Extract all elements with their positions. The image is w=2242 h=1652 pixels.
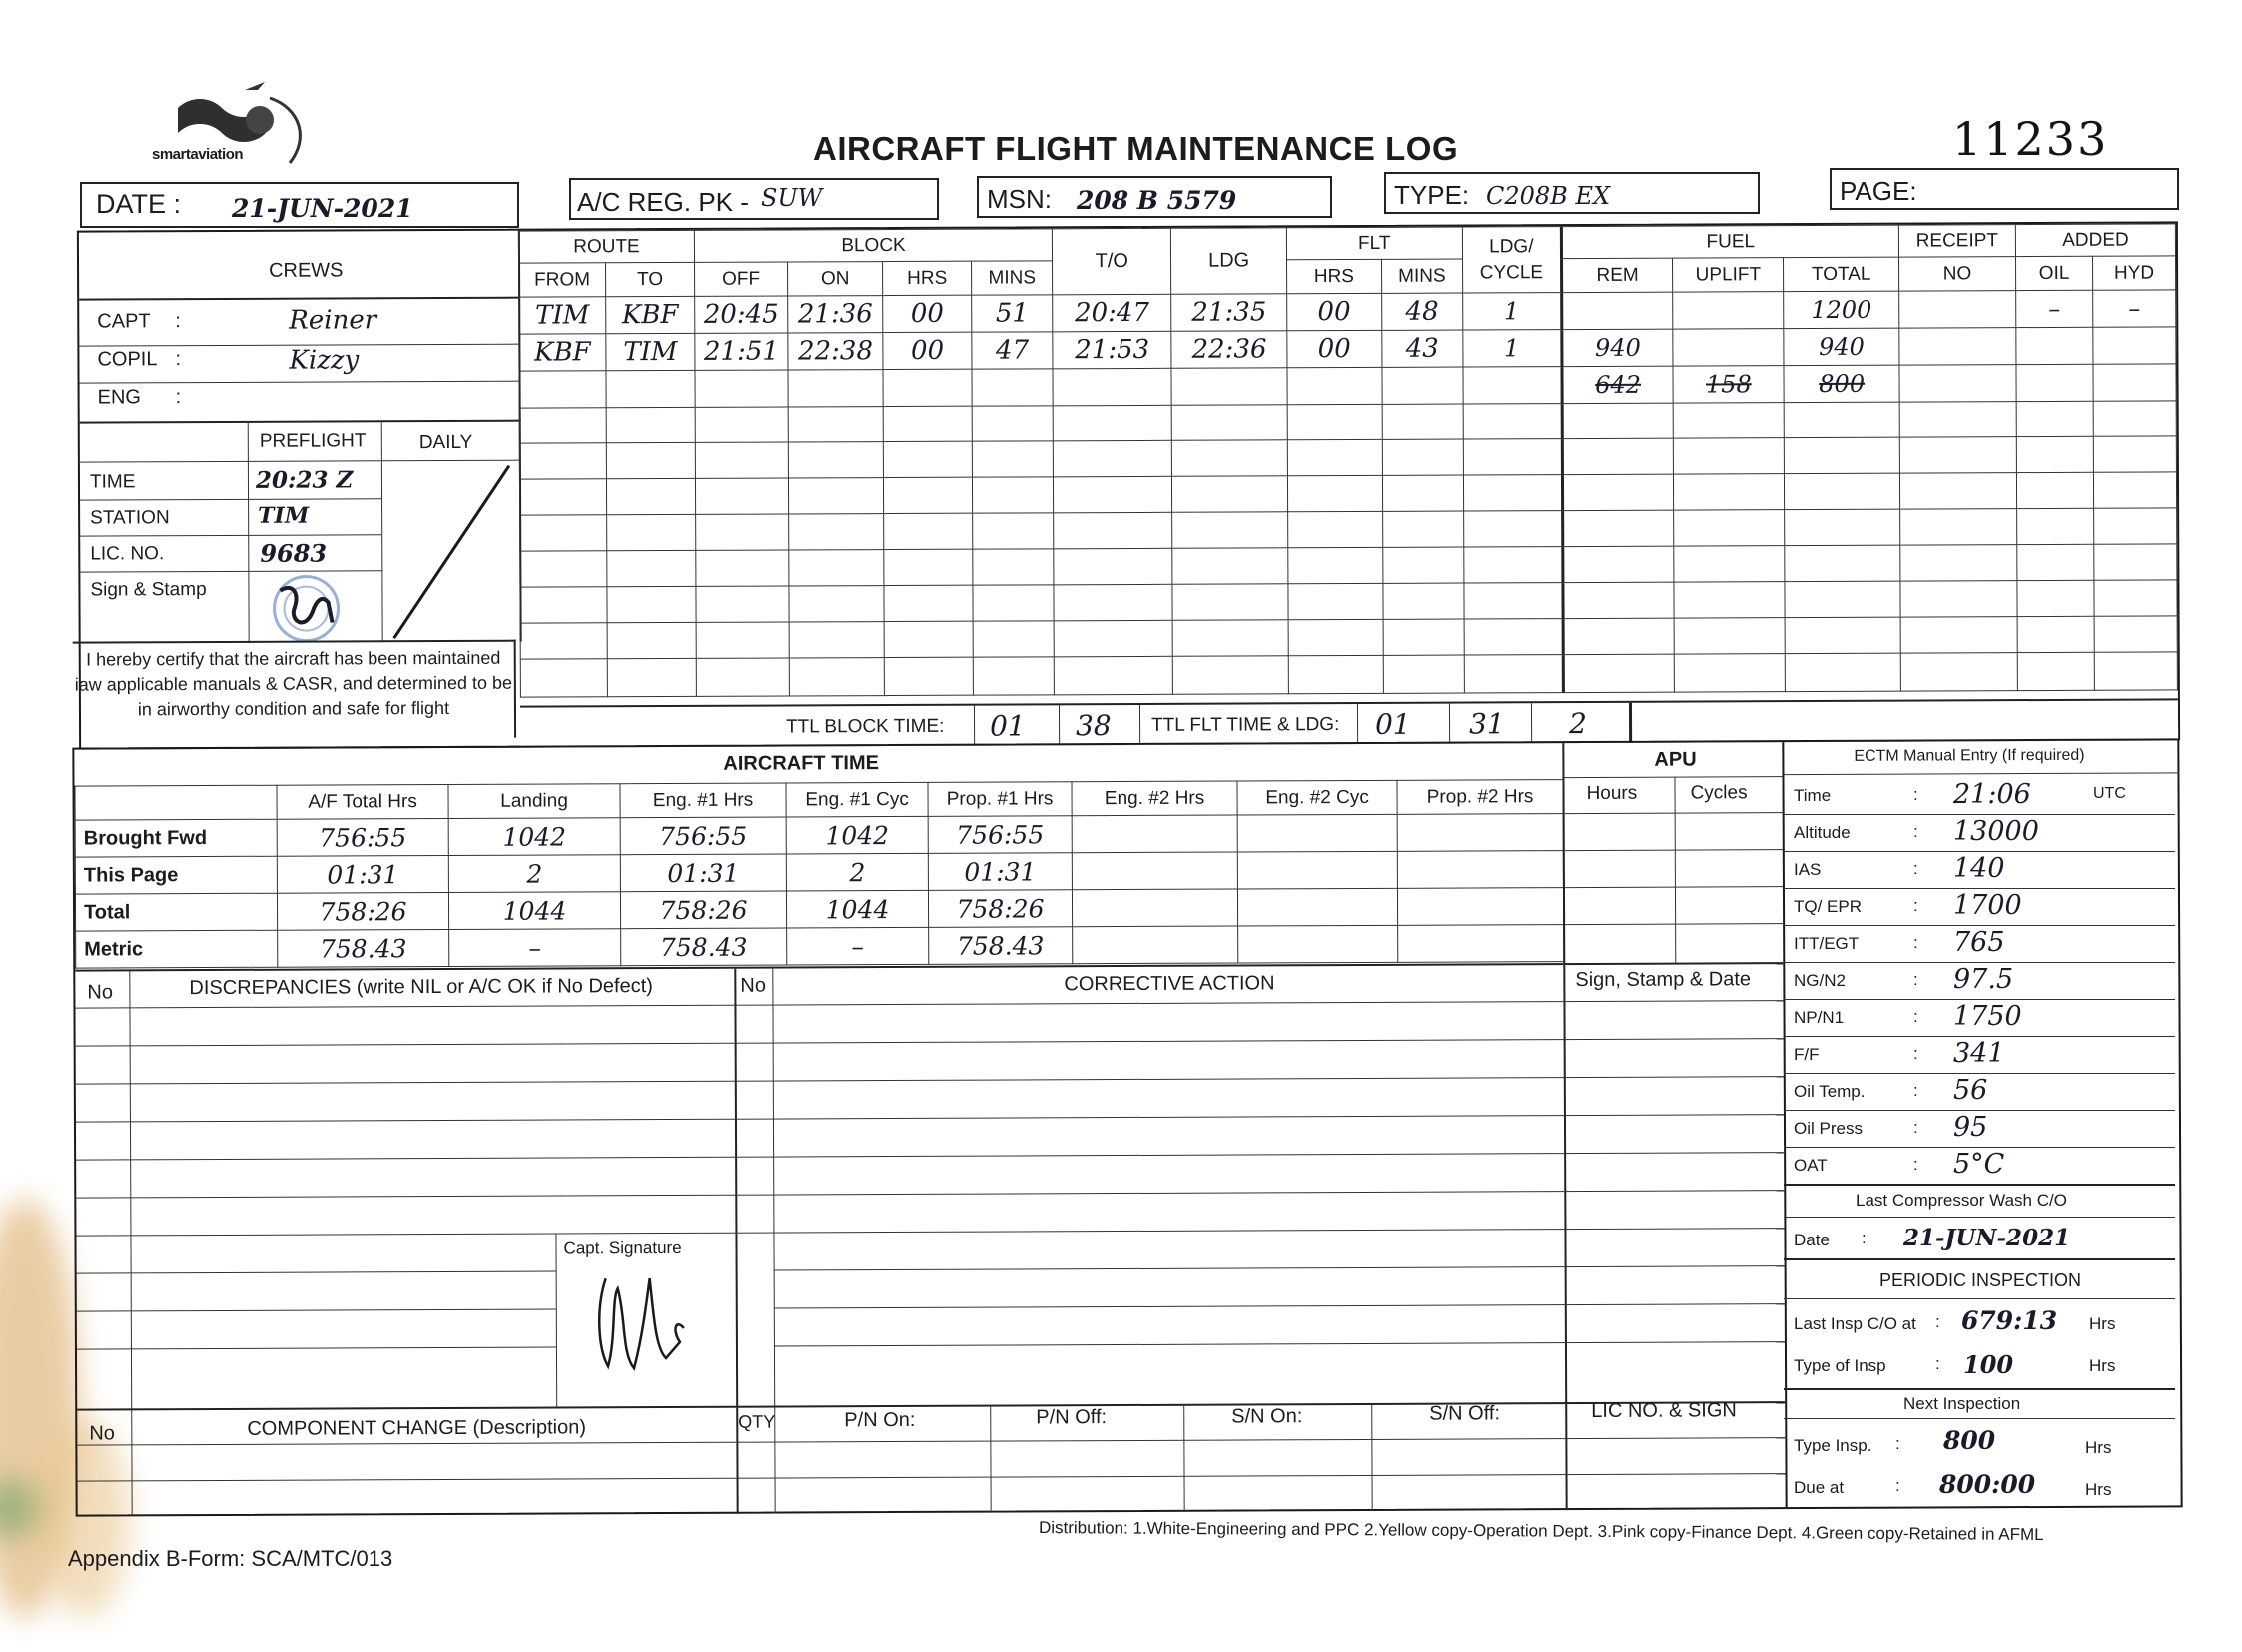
off-subheader: OFF <box>695 262 788 296</box>
table-row: TIM KBF 20:45 21:36 00 51 20:47 21:35 00 48 1 1200 – – <box>519 290 2176 334</box>
eng-label: ENG <box>97 386 141 409</box>
corrective-header: CORRECTIVE ACTION <box>1064 972 1275 996</box>
disc-header: DISCREPANCIES (write NIL or A/C OK if No Defect) <box>189 975 653 1000</box>
type-insp-label: Type of Insp <box>1794 1356 1886 1375</box>
ttl-ldg: 2 <box>1568 707 1587 741</box>
type-field: TYPE: C208B EX <box>1384 172 1760 214</box>
table-row: Metric 758.43 – 758.43 – 758.43 <box>76 925 1564 969</box>
ttl-block-hrs: 01 <box>989 709 1026 743</box>
discrepancies-section <box>75 962 1785 1410</box>
table-row: This Page 01:31 2 01:31 2 01:31 <box>75 851 1563 895</box>
station-label: STATION <box>90 507 170 529</box>
daily-col-header: DAILY <box>418 431 473 454</box>
on-subheader: ON <box>788 262 883 296</box>
hrs-unit: Hrs <box>2085 1438 2112 1457</box>
page-field: PAGE: <box>1830 168 2179 210</box>
ectm-entries: Time : 21:06 UTC Altitude : 13000 IAS : 140 TQ/ EPR : 1700 ITT/EGT : 765 NG/N2 : 97.5 NP/N1 : 1750 F/F : 341 Oil Temp. : 56 Oil Press : 95 OAT : 5°C Last Compressor Wash C/O Date : 21-JUN-2021 PERIODIC INSPECTION Last Insp C/O at : 679:13 Hrs Type of Insp : 100 Hrs Next Inspection Type Insp. : 800 Hrs Due at : 800:00 Hrs <box>1784 777 2175 1506</box>
periodic-title: PERIODIC INSPECTION <box>1879 1270 2082 1290</box>
uplift-subheader: UPLIFT <box>1673 258 1784 292</box>
receipt-no-subheader: NO <box>1898 257 2015 292</box>
ectm-title: ECTM Manual Entry (If required) <box>1854 746 2085 765</box>
apu-panel <box>1562 742 1785 963</box>
from-subheader: FROM <box>519 263 606 297</box>
sn-off-header: S/N Off: <box>1429 1402 1501 1425</box>
total-subheader: TOTAL <box>1784 257 1898 292</box>
hrs-unit: Hrs <box>2089 1356 2116 1375</box>
hrs-unit: Hrs <box>2085 1480 2112 1499</box>
next-type-value: 800 <box>1943 1426 1996 1455</box>
ac-reg-field: A/C REG. PK - SUW <box>569 178 939 220</box>
daily-strike-line <box>381 460 520 643</box>
due-at-value: 800:00 <box>1939 1470 2036 1499</box>
list-item: Time : 21:06 UTC <box>1784 777 2175 815</box>
logo-text: smartaviation <box>152 146 244 163</box>
qty-header: QTY <box>738 1411 776 1432</box>
preflight-col-header: PREFLIGHT <box>259 430 367 452</box>
list-item: TQ/ EPR : 1700 <box>1784 888 2175 926</box>
captain-signature-icon <box>576 1258 707 1379</box>
list-item: Oil Press : 95 <box>1784 1110 2175 1148</box>
time-label: TIME <box>89 471 136 493</box>
table-row: Brought Fwd 756:55 1042 756:55 1042 756:55 <box>75 814 1563 858</box>
copil-label: COPIL <box>97 348 158 371</box>
to-subheader: TO <box>606 262 695 296</box>
ttl-flt-hrs: 01 <box>1374 707 1411 741</box>
flt-mins-subheader: MINS <box>1381 259 1462 293</box>
stamp-signature-icon <box>258 572 354 644</box>
component-change-section <box>77 1401 1785 1516</box>
hyd-subheader: HYD <box>2092 256 2175 290</box>
receipt-header: RECEIPT <box>1898 225 2015 258</box>
lic-value: 9683 <box>260 538 328 568</box>
aircraft-time-title: AIRCRAFT TIME <box>723 752 880 775</box>
pn-on-header: P/N On: <box>844 1408 916 1432</box>
serial-number: 11233 <box>1952 112 2109 166</box>
lic-label: LIC. NO. <box>90 543 165 565</box>
pn-off-header: P/N Off: <box>1036 1406 1108 1429</box>
msn-value: 208 B 5579 <box>1077 186 1237 215</box>
disc-no-label: No <box>87 981 114 1004</box>
list-item: Altitude : 13000 <box>1784 814 2175 852</box>
msn-field: MSN: 208 B 5579 <box>977 176 1332 218</box>
ttl-block-label: TTL BLOCK TIME: <box>786 715 945 738</box>
to-header: T/O <box>1052 228 1171 295</box>
crews-panel: CREWS CAPT : Reiner COPIL : Kizzy ENG : <box>79 231 521 422</box>
apu-title: APU <box>1654 748 1697 771</box>
type-value: C208B EX <box>1486 182 1611 210</box>
flight-legs-table <box>518 223 2178 697</box>
ac-reg-value: SUW <box>761 184 823 212</box>
table-row: KBF TIM 21:51 22:38 00 47 21:53 22:36 00 43 1 940 940 <box>519 327 2176 371</box>
compressor-date-label: Date <box>1794 1231 1830 1249</box>
last-insp-label: Last Insp C/O at <box>1794 1314 1916 1333</box>
list-item: NG/N2 : 97.5 <box>1784 962 2175 1000</box>
capt-label: CAPT <box>97 310 151 333</box>
last-insp-value: 679:13 <box>1961 1306 2058 1335</box>
capt-value: Reiner <box>289 305 377 336</box>
sign-stamp-date-header: Sign, Stamp & Date <box>1575 968 1752 992</box>
aircraft-time-table: A/F Total Hrs Landing Eng. #1 Hrs Eng. #1 Cyc Prop. #1 Hrs Eng. #2 Hrs Eng. #2 Cyc Prop. #2 Hrs Brought Fwd 756:55 1042 756:55 1042 756:55 This Page 01:31 2 01:31 2 01:31 Total 758:26 1044 758:26 1044 758:26 Metric 758.43 – 758.43 – 758.43 <box>74 779 1564 969</box>
list-item: F/F : 341 <box>1784 1036 2175 1074</box>
preflight-time-value: 20:23 Z <box>255 466 354 494</box>
list-item: NP/N1 : 1750 <box>1784 999 2175 1037</box>
oil-subheader: OIL <box>2016 256 2093 290</box>
page-title: AIRCRAFT FLIGHT MAINTENANCE LOG <box>813 130 1459 167</box>
corrective-no-label: No <box>740 974 767 997</box>
due-at-label: Due at <box>1794 1478 1845 1497</box>
ttl-flt-mins: 31 <box>1468 707 1505 741</box>
station-value: TIM <box>258 502 310 529</box>
list-item: Oil Temp. : 56 <box>1784 1073 2175 1111</box>
list-item: ITT/EGT : 765 <box>1784 925 2175 963</box>
apu-cycles-label: Cycles <box>1690 782 1748 804</box>
block-header: BLOCK <box>694 229 1052 263</box>
certification-text: I hereby certify that the aircraft has been maintained iaw applicable manuals & CASR, and determined to be in airworthy condition and safe for flight <box>73 640 516 740</box>
route-header: ROUTE <box>518 230 694 263</box>
comp-desc-header: COMPONENT CHANGE (Description) <box>247 1416 587 1440</box>
flt-hrs-subheader: HRS <box>1286 259 1381 293</box>
next-inspection-title: Next Inspection <box>1903 1394 2021 1413</box>
hrs-unit: Hrs <box>2089 1314 2116 1333</box>
ttl-block-mins: 38 <box>1075 709 1112 743</box>
date-value: 21-JUN-2021 <box>232 194 413 223</box>
distribution-note: Distribution: 1.White-Engineering and PPC 2.Yellow copy-Operation Dept. 3.Pink copy-Finance Dept. 4.Green copy-Retained in AFML <box>1038 1518 2044 1545</box>
block-mins-subheader: MINS <box>972 261 1053 295</box>
appendix-form-label: Appendix B-Form: SCA/MTC/013 <box>68 1546 393 1571</box>
preflight-panel <box>80 420 522 644</box>
next-type-label: Type Insp. <box>1794 1436 1872 1455</box>
fuel-header: FUEL <box>1561 225 1898 258</box>
compressor-date-value: 21-JUN-2021 <box>1903 1225 2071 1251</box>
ttl-flt-label: TTL FLT TIME & LDG: <box>1151 714 1340 736</box>
company-logo <box>150 78 325 178</box>
crews-header: CREWS <box>269 259 344 282</box>
ldg-header: LDG <box>1171 228 1287 295</box>
date-field: DATE : 21-JUN-2021 <box>80 182 519 228</box>
type-insp-value: 100 <box>1963 1350 2014 1379</box>
sign-stamp-label: Sign & Stamp <box>90 579 207 601</box>
lic-sign-header: LIC NO. & SIGN <box>1591 1399 1737 1422</box>
comp-no-label: No <box>89 1422 115 1445</box>
block-hrs-subheader: HRS <box>883 261 972 295</box>
sn-on-header: S/N On: <box>1231 1405 1303 1428</box>
table-row: Total 758:26 1044 758:26 1044 758:26 <box>75 888 1563 932</box>
apu-hours-label: Hours <box>1586 782 1638 804</box>
table-row: 642 158 800 <box>519 364 2176 408</box>
flight-log-section <box>74 221 2180 749</box>
list-item: OAT : 5°C <box>1784 1147 2175 1186</box>
flt-header: FLT <box>1286 227 1462 260</box>
ldg-cycle-header: LDG/ CYCLE <box>1462 227 1561 293</box>
added-header: ADDED <box>2015 224 2175 257</box>
copil-value: Kizzy <box>289 345 360 376</box>
capt-signature-label: Capt. Signature <box>563 1238 682 1258</box>
list-item: IAS : 140 <box>1784 851 2175 889</box>
compressor-wash-title: Last Compressor Wash C/O <box>1856 1191 2067 1210</box>
rem-subheader: REM <box>1561 258 1672 292</box>
